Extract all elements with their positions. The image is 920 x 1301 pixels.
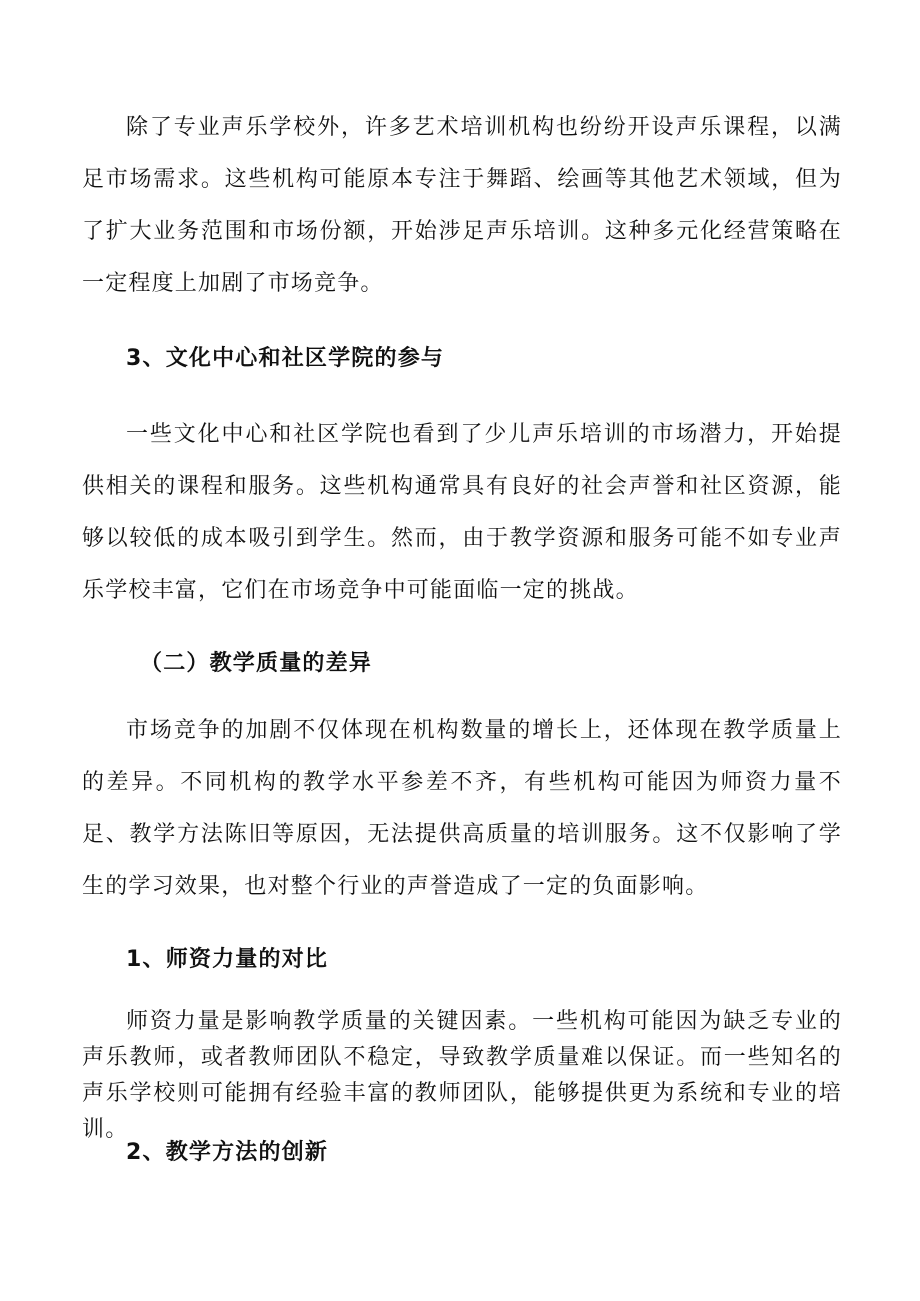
body-paragraph: 师资力量是影响教学质量的关键因素。一些机构可能因为缺乏专业的声乐教师，或者教师团队不稳定，导致教学质量难以保证。而一些知名的声乐学校则可能拥有经验丰富的教师团队，能够提供更为系统和专业的培训。 — [82, 1009, 842, 1142]
section-heading-teaching-quality: （二）教学质量的差异 — [140, 651, 373, 676]
subheading-cultural-centers: 3、文化中心和社区学院的参与 — [126, 346, 445, 371]
body-paragraph: 一些文化中心和社区学院也看到了少儿声乐培训的市场潜力，开始提供相关的课程和服务。这些机构通常具有良好的社会声誉和社区资源，能够以较低的成本吸引到学生。然而，由于教学资源和服务可能不如专业声乐学校丰富，它们在市场竞争中可能面临一定的挑战。 — [82, 422, 842, 603]
body-paragraph: 除了专业声乐学校外，许多艺术培训机构也纷纷开设声乐课程，以满足市场需求。这些机构可能原本专注于舞蹈、绘画等其他艺术领域，但为了扩大业务范围和市场份额，开始涉足声乐培训。这种多元化经营策略在一定程度上加剧了市场竞争。 — [82, 115, 842, 296]
subheading-teaching-methods: 2、教学方法的创新 — [126, 1140, 329, 1165]
subheading-faculty: 1、师资力量的对比 — [126, 947, 329, 972]
body-paragraph: 市场竞争的加剧不仅体现在机构数量的增长上，还体现在教学质量上的差异。不同机构的教学水平参差不齐，有些机构可能因为师资力量不足、教学方法陈旧等原因，无法提供高质量的培训服务。这不仅影响了学生的学习效果，也对整个行业的声誉造成了一定的负面影响。 — [82, 718, 842, 899]
